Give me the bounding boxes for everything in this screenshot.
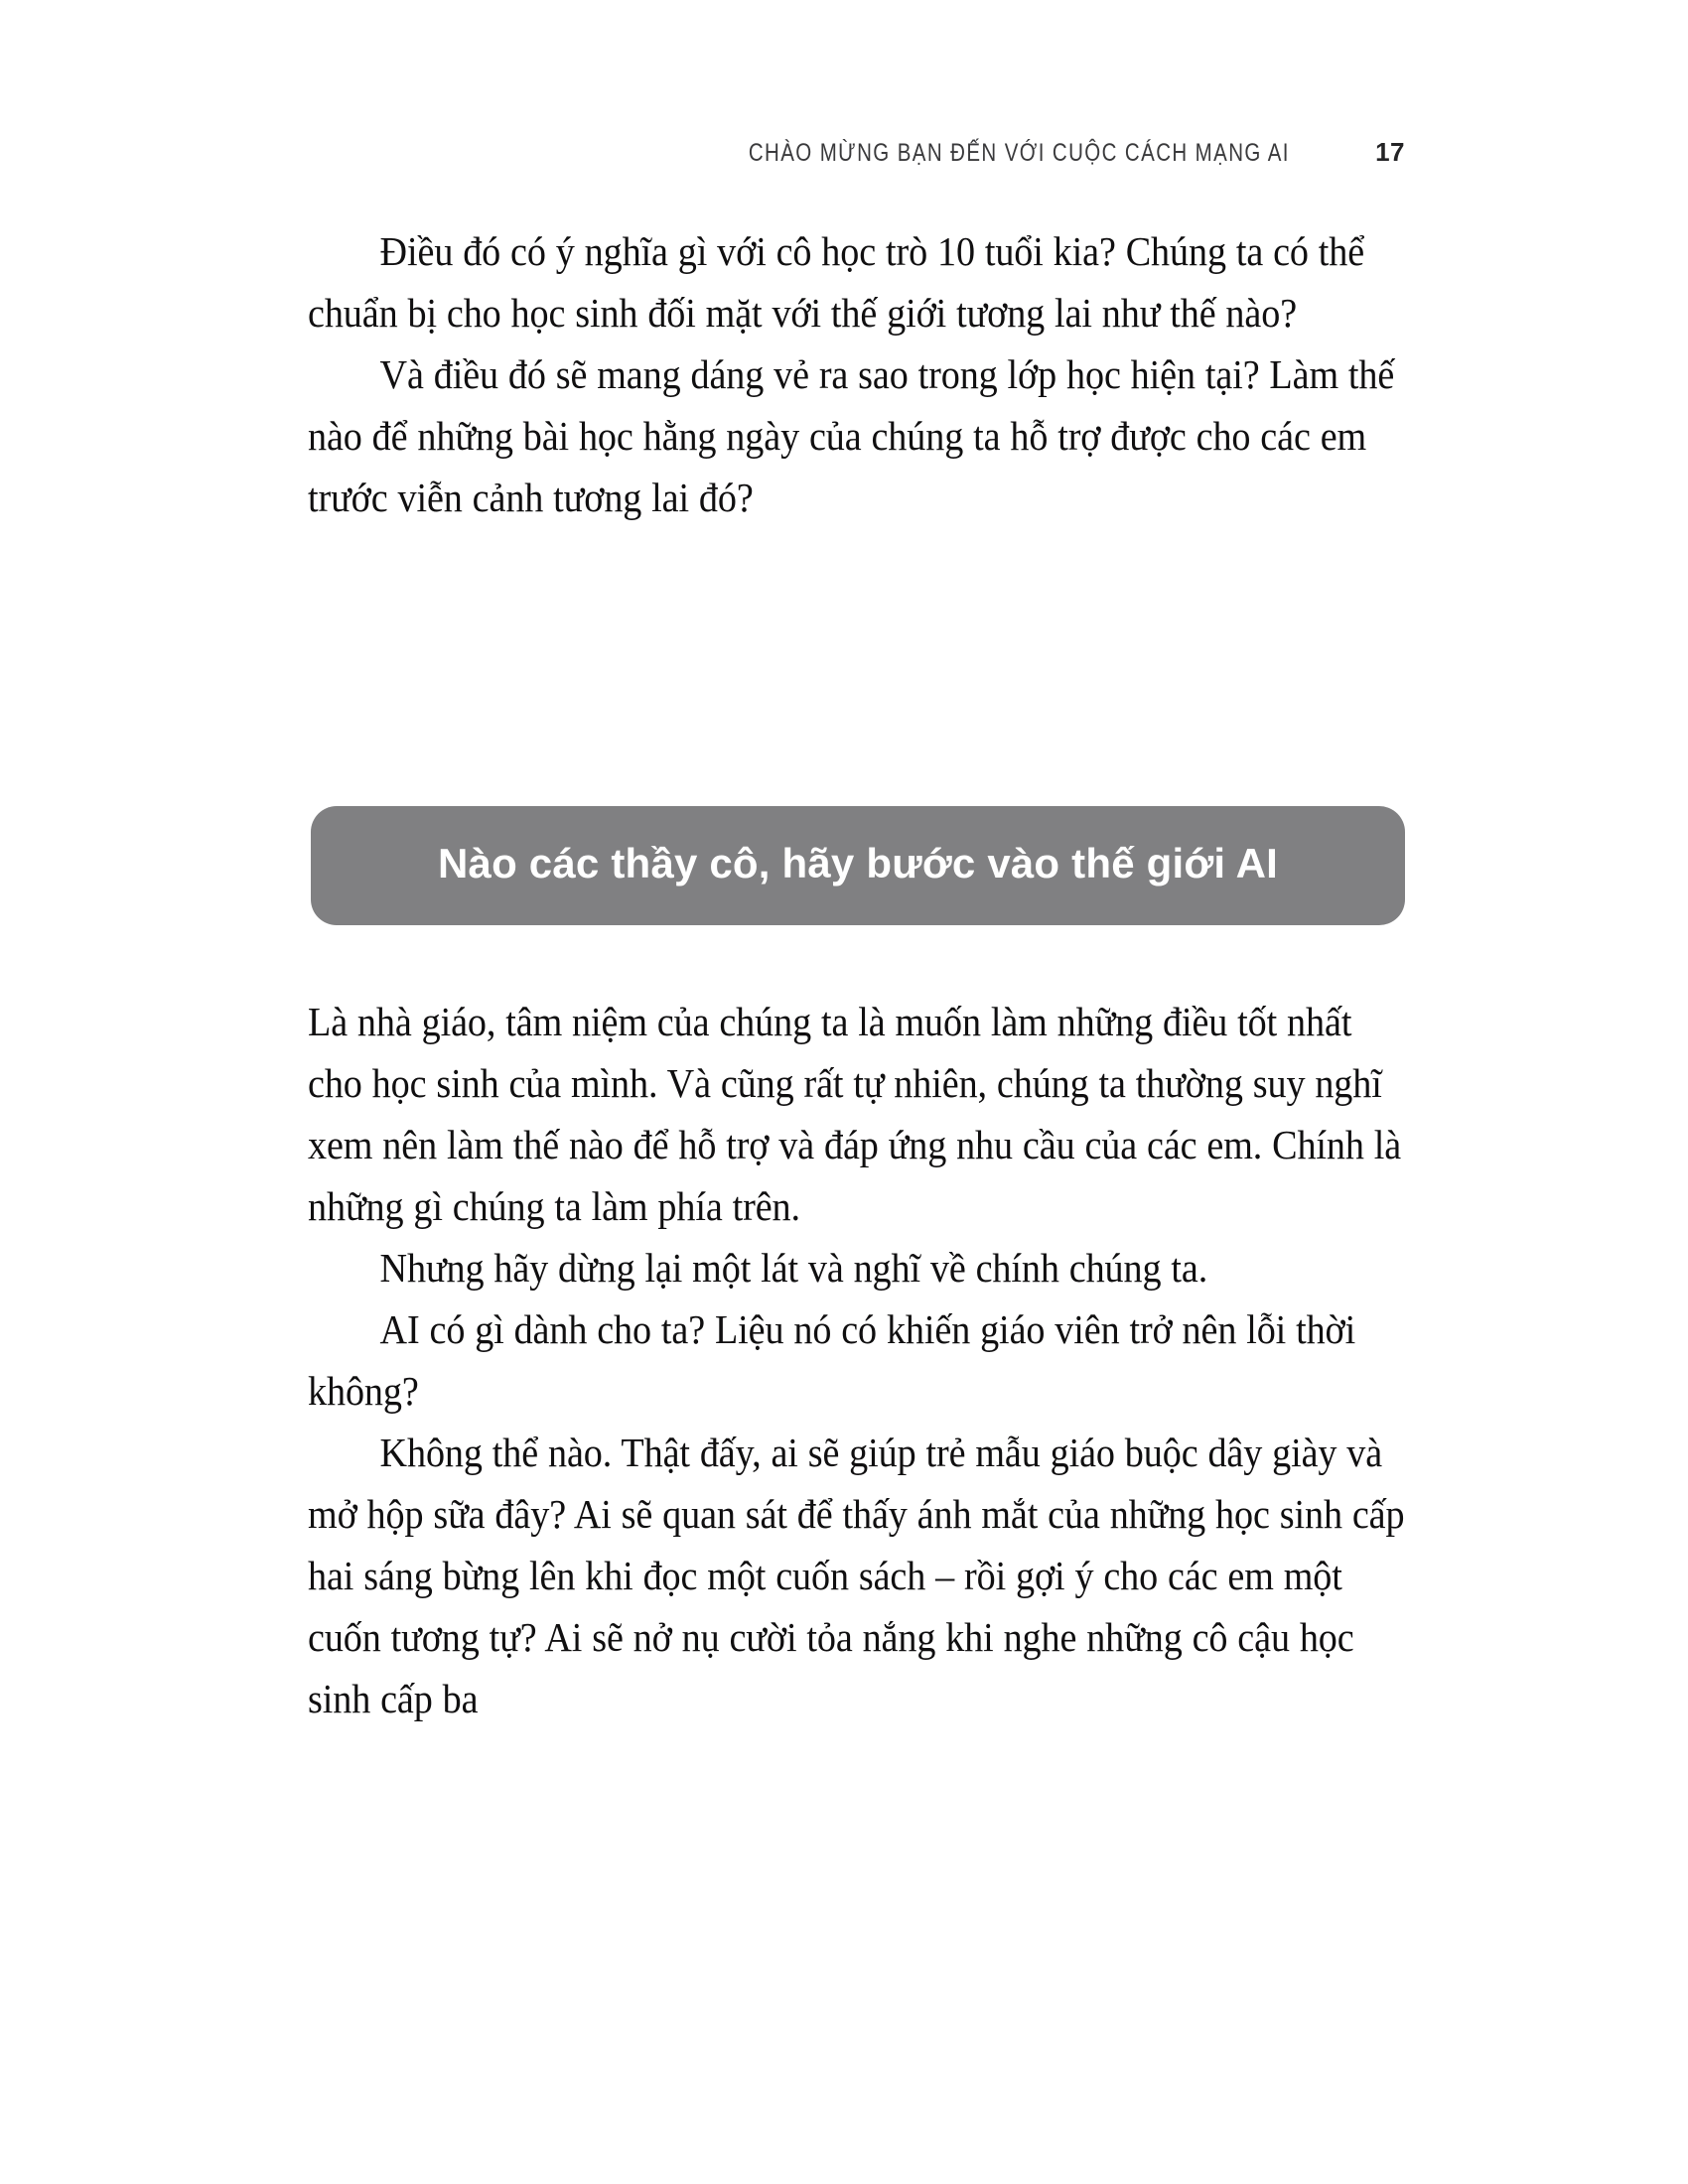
running-head-title: CHÀO MỪNG BẠN ĐẾN VỚI CUỘC CÁCH MẠNG AI xyxy=(749,139,1291,167)
paragraph: AI có gì dành cho ta? Liệu nó có khiến giáo viên trở nên lỗi thời không? xyxy=(308,1306,1356,1414)
section-heading-banner xyxy=(311,806,1405,925)
paragraph: Nhưng hãy dừng lại một lát và nghĩ về chính chúng ta. xyxy=(379,1245,1208,1291)
body-text-lower xyxy=(308,991,1407,1729)
running-head xyxy=(308,137,1405,168)
paragraph: Và điều đó sẽ mang dáng vẻ ra sao trong lớp học hiện tại? Làm thế nào để những bài học hằng ngày của chúng ta hỗ trợ được cho các em trước viễn cảnh tương lai đó? xyxy=(308,351,1395,520)
page-number: 17 xyxy=(1375,137,1405,167)
body-text-upper xyxy=(308,220,1407,528)
section-heading-text: Nào các thầy cô, hãy bước vào thế giới AI xyxy=(437,840,1278,887)
paragraph: Là nhà giáo, tâm niệm của chúng ta là muốn làm những điều tốt nhất cho học sinh của mình. Và cũng rất tự nhiên, chúng ta thường suy nghĩ xem nên làm thế nào để hỗ trợ và đáp ứng nhu cầu của các em. Chính là những gì chúng ta làm phía trên. xyxy=(308,999,1402,1229)
paragraph: Không thể nào. Thật đấy, ai sẽ giúp trẻ mẫu giáo buộc dây giày và mở hộp sữa đây? Ai sẽ quan sát để thấy ánh mắt của những học sinh cấp hai sáng bừng lên khi đọc một cuốn sách – rồi gợi ý cho các em một cuốn tương tự? Ai sẽ nở nụ cười tỏa nắng khi nghe những cô cậu học sinh cấp ba xyxy=(308,1430,1405,1721)
paragraph: Điều đó có ý nghĩa gì với cô học trò 10 tuổi kia? Chúng ta có thể chuẩn bị cho học sinh đối mặt với thế giới tương lai như thế nào? xyxy=(308,228,1365,336)
